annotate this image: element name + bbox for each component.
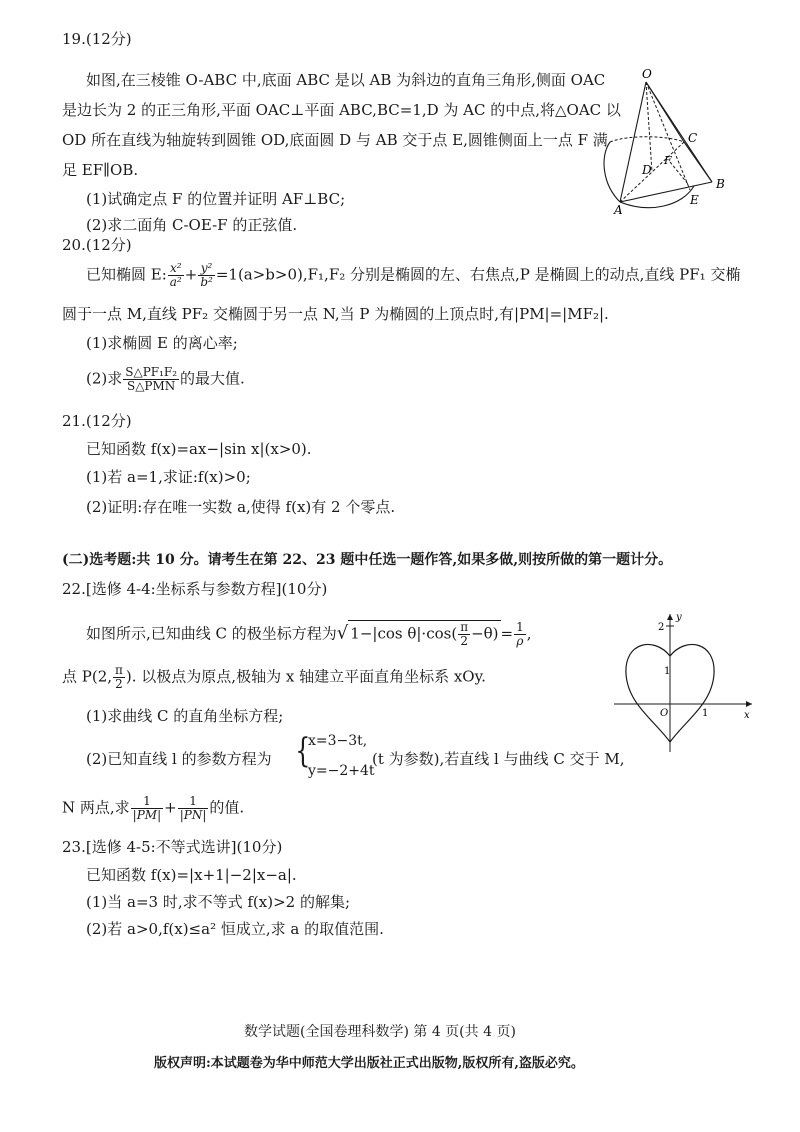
area-denominator: S△PMN (126, 379, 176, 394)
line-ef (670, 162, 688, 184)
q19-line-3: OD 所在直线为轴旋转到圆锥 OD,底面圆 D 与 AB 交于点 E,圆锥侧面上一点 F 满 (62, 131, 608, 149)
q19-part-1: (1)试确定点 F 的位置并证明 AF⊥BC; (86, 190, 346, 208)
frac-2: 2 (460, 634, 468, 649)
frac-pm: |PM| (132, 808, 162, 823)
x-axis-arrow (746, 701, 752, 707)
edge-oc (646, 82, 684, 142)
frac-rho: ρ (516, 634, 524, 649)
q23-part-1: (1)当 a=3 时,求不等式 f(x)>2 的解集; (86, 893, 351, 911)
q22-line-1a: 如图所示,已知曲线 C 的极坐标方程为 (86, 624, 337, 643)
section-2-heading: (二)选考题:共 10 分。请考生在第 22、23 题中任选一题作答,如果多做,则按所做的第一题计分。 (62, 552, 673, 568)
frac-2-p: 2 (115, 677, 123, 692)
q19-line-2: 是边长为 2 的正三角形,平面 OAC⊥平面 ABC,BC=1,D 为 AC 的中点,将△OAC 以 (62, 101, 621, 119)
q19-cone-figure (600, 64, 740, 216)
base-circle-arc-back (610, 137, 684, 142)
copyright-notice (154, 1056, 584, 1072)
label-a: A (614, 203, 623, 216)
edge-cb (684, 142, 712, 182)
eq-sign: = (500, 624, 514, 643)
frac-y2-b2 (198, 262, 215, 289)
frac-one: 1 (516, 620, 524, 634)
param-eq-x: x=3−3t, (308, 733, 368, 749)
line-oe (646, 82, 690, 190)
q19-line-4: 足 EF∥OB. (62, 161, 139, 179)
label-b: B (716, 177, 725, 191)
label-f: F (664, 154, 672, 167)
label-d: D (642, 163, 652, 177)
frac-1-pm-num: 1 (131, 795, 163, 809)
sqrt-sign: √ (336, 622, 349, 644)
q20-part-2b: 的最大值. (180, 369, 245, 388)
q22-line-3 (62, 795, 244, 822)
q21-heading: 21.(12分) (62, 412, 132, 430)
q22-line-1c: , (526, 624, 532, 643)
q21-line-1: 已知函数 f(x)=ax−|sin x|(x>0). (86, 440, 312, 458)
q20-part-1: (1)求椭圆 E 的离心率; (86, 334, 238, 352)
q22-heart-figure (610, 608, 760, 754)
frac-pi-2-point (113, 664, 125, 691)
q22-heading: 22.[选修 4-4:坐标系与参数方程](10分) (62, 580, 328, 598)
sqrt-tail: −θ) (471, 624, 499, 643)
q23-part-2: (2)若 a>0,f(x)≤a² 恒成立,求 a 的取值范围. (86, 920, 384, 938)
y-tick-label-2: 2 (658, 622, 665, 633)
edge-oa (620, 82, 646, 202)
q20-line-1b: =1(a>b>0),F₁,F₂ 分别是椭圆的左、右焦点,P 是椭圆上的动点,直线 PF₁ 交椭 (215, 265, 741, 284)
q23-heading: 23.[选修 4-5:不等式选讲](10分) (62, 838, 283, 856)
y-tick-label-1: 1 (664, 666, 671, 677)
copyright-text: 版权声明:本试题卷为华中师范大学出版社正式出版物,版权所有,盗版必究。 (154, 1056, 584, 1071)
plus-sign: + (164, 798, 177, 817)
q19-line-1: 如图,在三棱锥 O-ABC 中,底面 ABC 是以 AB 为斜边的直角三角形,侧面 OAC (86, 71, 606, 89)
param-eq-y: y=−2+4t (308, 763, 375, 779)
q22-line-2 (62, 664, 486, 691)
q22-line-2b: ). 以极点为原点,极轴为 x 轴建立平面直角坐标系 xOy. (125, 667, 486, 686)
q20-line-2: 圆于一点 M,直线 PF₂ 交椭圆于另一点 N,当 P 为椭圆的上顶点时,有|PM|=|MF₂|. (62, 305, 609, 323)
origin-label: O (660, 708, 669, 719)
frac-1-pm (131, 795, 163, 822)
q23-line-1: 已知函数 f(x)=|x+1|−2|x−a|. (86, 866, 297, 884)
x-axis-label: x (744, 710, 750, 721)
q21-part-1: (1)若 a=1,求证:f(x)>0; (86, 468, 251, 486)
q20-part-2 (86, 366, 245, 393)
q20-line-1: 已知椭圆 E: $\frac{\text{x²}}{\text{a²}}$ + $\frac{\text{y²}}{\text{b²}}$ =1(a>b>0),F₁,F₂ 分别是椭圆的左、右焦点,P 是椭圆上的动点,直线 PF₁ 交椭 (86, 261, 741, 290)
frac-pn: |PN| (179, 808, 207, 823)
q20-heading: 20.(12分) (62, 236, 132, 254)
frac-pi: π (460, 620, 469, 634)
page-footer: 数学试题(全国卷理科数学) 第 4 页(共 4 页) (244, 1024, 516, 1040)
frac-b2: b² (200, 275, 213, 290)
q22-part-2a: (2)已知直线 l 的参数方程为 (86, 750, 272, 768)
y-axis-label: y (676, 612, 682, 623)
frac-pi-p: π (115, 663, 123, 677)
frac-1-pn (178, 795, 209, 822)
base-circle-arc-front (620, 186, 694, 208)
y-axis-arrow (667, 614, 673, 620)
q19-heading: 19.(12分) (62, 30, 132, 48)
area-numerator: S△PF₁F₂ (125, 365, 178, 379)
q19-part-2: (2)求二面角 C-OE-F 的正弦值. (86, 216, 298, 234)
frac-1-pn-num: 1 (178, 795, 209, 809)
frac-pi-2 (458, 621, 470, 648)
system-brace: { (295, 731, 311, 771)
q22-line-2a: 点 P(2, (62, 667, 113, 686)
frac-x2: x² (168, 262, 184, 276)
q20-part-2a: (2)求 (86, 369, 123, 388)
q22-part-2b: (t 为参数),若直线 l 与曲线 C 交于 M, (372, 750, 625, 768)
frac-1-rho (514, 621, 526, 648)
frac-y2: y² (198, 262, 215, 276)
axis-od (646, 82, 652, 172)
q22-line-3b: 的值. (209, 798, 245, 817)
sqrt-radicand (348, 620, 500, 648)
frac-x2-a2 (168, 262, 184, 289)
q22-line-3a: N 两点,求 (62, 798, 130, 817)
label-c: C (688, 131, 698, 145)
q20-line-1a: 已知椭圆 E: (86, 265, 167, 284)
sqrt-body: 1−|cos θ|·cos( (350, 624, 458, 643)
base-circle-arc-left (604, 142, 620, 202)
q22-line-1 (86, 620, 532, 648)
label-e: E (690, 193, 699, 207)
label-o: O (642, 67, 652, 81)
frac-area-ratio (123, 366, 179, 393)
frac-a2: a² (169, 275, 182, 290)
q22-part-1: (1)求曲线 C 的直角坐标方程; (86, 707, 284, 725)
q21-part-2: (2)证明:存在唯一实数 a,使得 f(x)有 2 个零点. (86, 498, 396, 516)
x-tick-label-1: 1 (702, 708, 709, 719)
